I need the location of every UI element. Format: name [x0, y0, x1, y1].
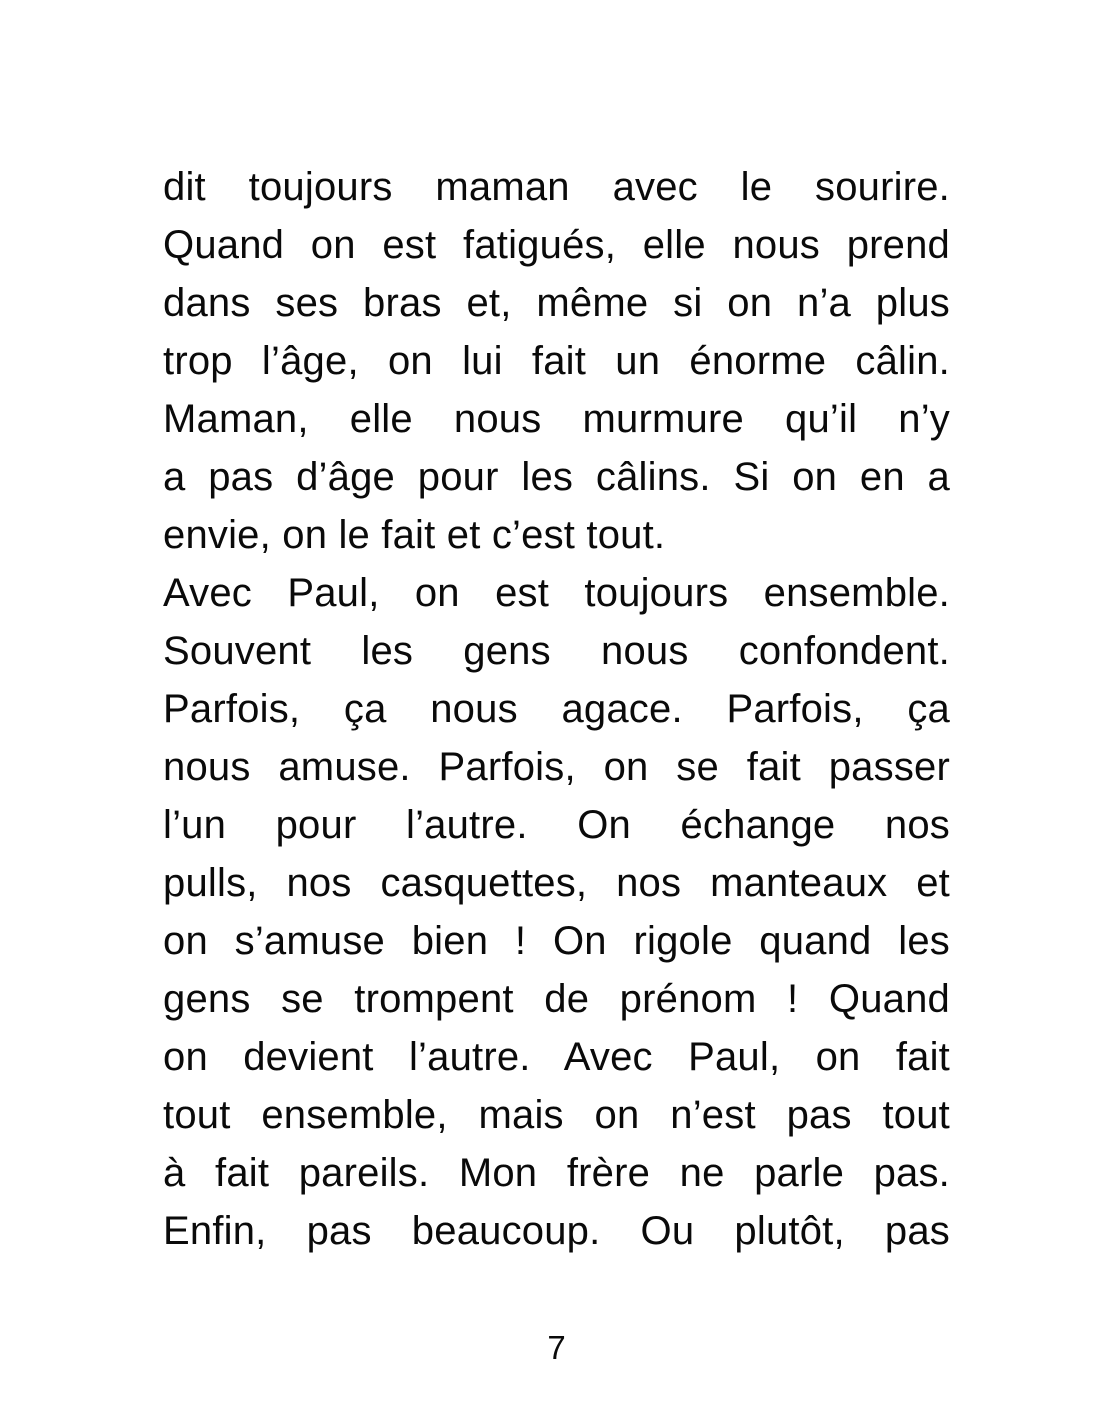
text-line: Maman, elle nous murmure qu’il n’y — [163, 397, 950, 441]
text-line: Enfin, pas beaucoup. Ou plutôt, pas — [163, 1209, 950, 1253]
text-line: envie, on le fait et c’est tout. — [163, 513, 666, 557]
page-text-block — [163, 158, 950, 1260]
text-line: on devient l’autre. Avec Paul, on fait — [163, 1035, 950, 1079]
text-line: tout ensemble, mais on n’est pas tout — [163, 1093, 950, 1137]
text-line: Souvent les gens nous confondent. — [163, 629, 950, 673]
page-number: 7 — [547, 1329, 566, 1366]
text-line: nous amuse. Parfois, on se fait passer — [163, 745, 950, 789]
text-line: dans ses bras et, même si on n’a plus — [163, 281, 950, 325]
text-line: dit toujours maman avec le sourire. — [163, 165, 950, 209]
text-line: pulls, nos casquettes, nos manteaux et — [163, 861, 950, 905]
text-line: à fait pareils. Mon frère ne parle pas. — [163, 1151, 950, 1195]
text-line: l’un pour l’autre. On échange nos — [163, 803, 950, 847]
text-line: a pas d’âge pour les câlins. Si on en a — [163, 455, 950, 499]
text-line: trop l’âge, on lui fait un énorme câlin. — [163, 339, 950, 383]
text-line: gens se trompent de prénom ! Quand — [163, 977, 950, 1021]
text-line: on s’amuse bien ! On rigole quand les — [163, 919, 950, 963]
text-line: Parfois, ça nous agace. Parfois, ça — [163, 687, 950, 731]
text-line: Quand on est fatigués, elle nous prend — [163, 223, 950, 267]
text-line: Avec Paul, on est toujours ensemble. — [163, 571, 950, 615]
